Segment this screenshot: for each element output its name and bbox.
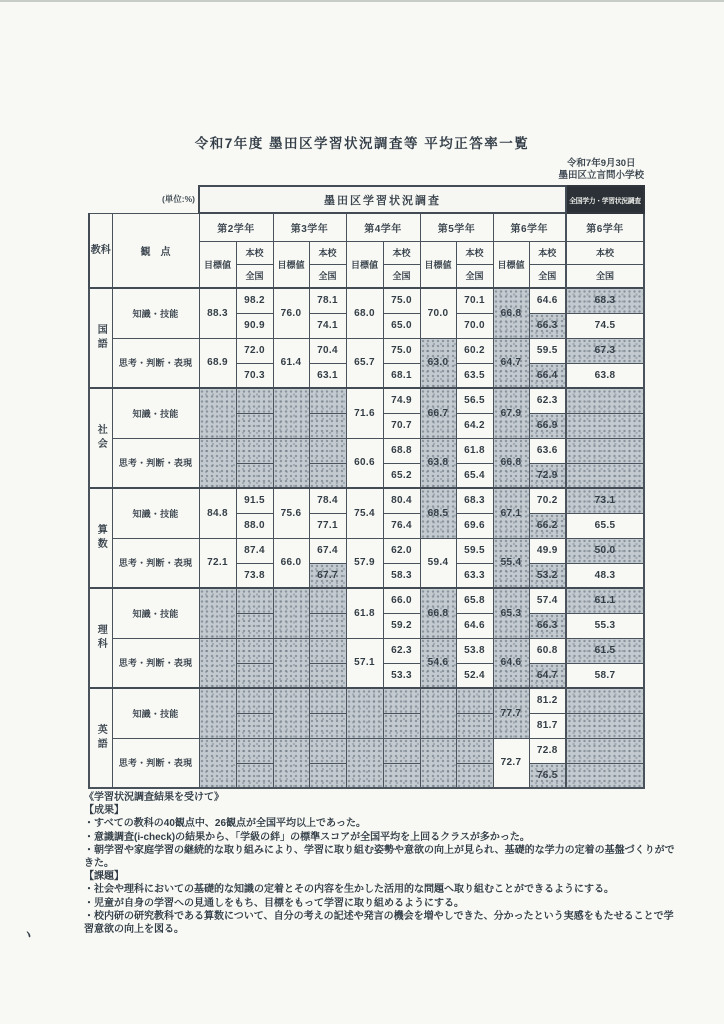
target-value [199,588,236,638]
national-value [236,463,273,488]
target-value: 64.6 [493,638,529,688]
school-value: 74.9 [383,388,420,413]
national-value: 70.0 [456,313,493,338]
school-value: 98.2 [236,288,273,313]
national-value: 70.3 [236,363,273,388]
viewpoint-label: 知識・技能 [112,288,199,338]
target-value [346,738,383,788]
national-value [309,763,346,788]
target-value [199,688,236,738]
notes-section [84,791,676,936]
school-value: 70.2 [529,488,566,513]
target-value: 76.0 [273,288,309,338]
target-value: 63.0 [420,338,456,388]
kadai-item: ・社会や理科においての基礎的な知識の定着とその内容を生かした活用的な問題へ取り組むことができるようにする。 [84,884,614,896]
national-value: 76.4 [383,513,420,538]
national-value: 65.4 [456,463,493,488]
national-value [309,413,346,438]
target-value: 68.9 [199,338,236,388]
national-value: 52.4 [456,663,493,688]
target-value [273,738,309,788]
nat-survey-national-value: 55.3 [566,613,644,638]
viewpoint-label: 知識・技能 [112,588,199,638]
target-value: 57.9 [346,538,383,588]
subject-name-text: 英語 [95,724,107,752]
nat-survey-school-value: 61.1 [566,588,644,613]
target-value: 66.8 [493,288,529,338]
school-value: 75.0 [383,338,420,363]
school-label: 本校 [529,241,566,264]
national-value: 67.7 [309,563,346,588]
school-value: 64.6 [529,288,566,313]
subject-name-text: 算数 [95,524,107,552]
nat-survey-school-value: 73.1 [566,488,644,513]
viewpoint-label: 思考・判断・表現 [112,738,199,788]
school-value: 59.5 [529,338,566,363]
school-value [456,738,493,763]
school-value [236,388,273,413]
subject-name [89,388,112,488]
school-value: 57.4 [529,588,566,613]
kadai-label: 【課題】 [84,871,124,883]
school-value [383,688,420,713]
national-value [236,763,273,788]
pen-mark: ヽ [20,925,37,944]
target-value: 72.1 [199,538,236,588]
subject-name-text: 社会 [95,424,107,452]
nat-survey-school-value [566,738,644,763]
seika-label: 【成果】 [84,805,124,817]
school-value [236,588,273,613]
viewpoint-label: 知識・技能 [112,388,199,438]
national-value [236,613,273,638]
subject-name-text: 国語 [95,324,107,352]
target-value: 68.5 [420,488,456,538]
nat-survey-national-value: 58.7 [566,663,644,688]
subject-column-header: 教科 [89,213,112,288]
viewpoint-label: 思考・判断・表現 [112,438,199,488]
target-label: 目標値 [199,241,236,288]
school-label: 本校 [236,241,273,264]
school-value: 72.0 [236,338,273,363]
notes-heading: 《学習状況調査結果を受けて》 [84,792,224,803]
national-value: 66.4 [529,363,566,388]
nat-survey-school-value [566,438,644,463]
school-value: 62.3 [529,388,566,413]
national-value [309,663,346,688]
national-value: 64.2 [456,413,493,438]
school-value: 78.4 [309,488,346,513]
national-avg-label: 全国 [529,264,566,288]
national-value: 69.6 [456,513,493,538]
target-value: 66.7 [420,388,456,438]
target-label: 目標値 [420,241,456,288]
national-value: 58.3 [383,563,420,588]
target-value: 61.8 [346,588,383,638]
national-value [236,413,273,438]
school-name: 墨田区立言問小学校 [558,170,644,182]
national-value: 53.2 [529,563,566,588]
school-value: 66.0 [383,588,420,613]
school-value [383,738,420,763]
report-date: 令和7年9月30日 [566,158,636,169]
target-value: 57.1 [346,638,383,688]
kadai-item: ・校内研の研究教科である算数について、自分の考えの記述や発言の機会を増やしできた、分かったという実感をもたせることで学習意欲の向上を図る。 [84,910,674,935]
school-value: 56.5 [456,388,493,413]
national-value: 65.2 [383,463,420,488]
school-value [456,688,493,713]
school-value: 49.9 [529,538,566,563]
school-value: 53.8 [456,638,493,663]
school-value: 81.2 [529,688,566,713]
target-value [273,638,309,688]
school-value [236,638,273,663]
target-value: 84.8 [199,488,236,538]
target-value [199,438,236,488]
school-value [309,688,346,713]
target-value [420,688,456,738]
grade-header-6: 第6学年 [493,213,566,241]
viewpoint-label: 思考・判断・表現 [112,538,199,588]
national-value: 81.7 [529,713,566,738]
school-value [309,438,346,463]
school-value: 62.0 [383,538,420,563]
target-value [273,588,309,638]
target-value [199,638,236,688]
national-value [309,613,346,638]
national-avg-label: 全国 [456,264,493,288]
school-label: 本校 [383,241,420,264]
target-value: 66.0 [273,538,309,588]
national-value [236,663,273,688]
national-value: 72.9 [529,463,566,488]
viewpoint-label: 知識・技能 [112,688,199,738]
national-value: 74.1 [309,313,346,338]
national-value: 53.3 [383,663,420,688]
national-value [309,713,346,738]
seika-item: ・すべての教科の40観点中、26観点が全国平均以上であった。 [84,818,366,830]
nat-survey-national-value: 48.3 [566,563,644,588]
target-value: 66.8 [493,438,529,488]
school-value: 60.8 [529,638,566,663]
national-school-label: 本校 [566,241,644,264]
school-value: 63.6 [529,438,566,463]
target-value: 77.7 [493,688,529,738]
national-value [383,713,420,738]
unit-label: (単位:%) [161,194,195,205]
national-value [236,713,273,738]
target-value: 61.4 [273,338,309,388]
school-value: 68.8 [383,438,420,463]
target-value [273,438,309,488]
school-value: 78.1 [309,288,346,313]
school-value: 87.4 [236,538,273,563]
school-value [236,438,273,463]
nat-survey-school-value: 61.5 [566,638,644,663]
national-value: 66.9 [529,413,566,438]
school-value: 80.4 [383,488,420,513]
nat-survey-national-value [566,413,644,438]
target-value: 55.4 [493,538,529,588]
subject-name [89,288,112,388]
target-value [199,388,236,438]
school-value: 59.5 [456,538,493,563]
nat-survey-school-value: 50.0 [566,538,644,563]
nat-survey-national-value [566,763,644,788]
national-avg-label: 全国 [236,264,273,288]
national-value: 70.7 [383,413,420,438]
target-label: 目標値 [493,241,529,288]
national-grade-header: 第6学年 [566,213,644,241]
grade-header-3: 第3学年 [273,213,346,241]
nat-survey-national-value: 74.5 [566,313,644,338]
seika-item: ・意識調査(i-check)の結果から、「学級の絆」の標準スコアが全国平均を上回るクラスが多かった。 [84,831,530,843]
national-value [456,713,493,738]
target-value [420,738,456,788]
subject-name [89,588,112,688]
viewpoint-label: 思考・判断・表現 [112,338,199,388]
national-value: 66.3 [529,313,566,338]
score-table [88,185,645,789]
nat-survey-national-value [566,463,644,488]
page-title: 令和7年度 墨田区学習状況調査等 平均正答率一覧 [194,136,530,151]
target-label: 目標値 [346,241,383,288]
school-label: 本校 [309,241,346,264]
school-value [309,638,346,663]
school-value: 67.4 [309,538,346,563]
school-value: 68.3 [456,488,493,513]
school-value [309,388,346,413]
target-value: 72.7 [493,738,529,788]
national-value [383,763,420,788]
target-value: 66.8 [420,588,456,638]
school-value: 75.0 [383,288,420,313]
target-value [199,738,236,788]
school-value: 70.4 [309,338,346,363]
subject-name [89,688,112,788]
target-value: 70.0 [420,288,456,338]
target-value: 75.4 [346,488,383,538]
subject-name-text: 理科 [95,624,107,652]
national-value: 63.5 [456,363,493,388]
nat-survey-school-value: 67.3 [566,338,644,363]
target-value: 75.6 [273,488,309,538]
national-value: 88.0 [236,513,273,538]
target-value: 60.6 [346,438,383,488]
survey-header: 墨田区学習状況調査 [199,186,566,213]
national-value: 66.3 [529,613,566,638]
viewpoint-label: 思考・判断・表現 [112,638,199,688]
grade-header-5: 第5学年 [420,213,493,241]
target-value: 88.3 [199,288,236,338]
national-value: 90.9 [236,313,273,338]
target-value: 59.4 [420,538,456,588]
national-value: 64.7 [529,663,566,688]
school-value [236,738,273,763]
target-value: 63.8 [420,438,456,488]
national-value: 63.3 [456,563,493,588]
school-value [236,688,273,713]
target-value: 65.3 [493,588,529,638]
viewpoint-label: 知識・技能 [112,488,199,538]
school-label: 本校 [456,241,493,264]
national-value: 68.1 [383,363,420,388]
school-value: 91.5 [236,488,273,513]
target-value [273,688,309,738]
school-value [309,738,346,763]
grade-header-2: 第2学年 [199,213,273,241]
target-value: 67.9 [493,388,529,438]
national-nat-label: 全国 [566,264,644,288]
target-value: 54.6 [420,638,456,688]
target-value: 71.6 [346,388,383,438]
national-value: 64.6 [456,613,493,638]
nat-survey-school-value: 68.3 [566,288,644,313]
national-value: 76.5 [529,763,566,788]
national-survey-header: 全国学力・学習状況調査 [566,186,644,213]
target-value [346,688,383,738]
subject-name [89,488,112,588]
nat-survey-national-value [566,713,644,738]
national-value [309,463,346,488]
national-value [456,763,493,788]
school-value: 65.8 [456,588,493,613]
viewpoint-column-header: 観点 [112,213,199,288]
school-value: 61.8 [456,438,493,463]
school-value: 70.1 [456,288,493,313]
seika-item: ・朝学習や家庭学習の継続的な取り組みにより、学習に取り組む姿勢や意欲の向上が見られ、基礎的な学力の定着の基盤づくりができた。 [84,844,675,869]
target-label: 目標値 [273,241,309,288]
national-avg-label: 全国 [309,264,346,288]
national-value: 77.1 [309,513,346,538]
national-value: 63.1 [309,363,346,388]
report-meta [558,158,644,183]
target-value [273,388,309,438]
school-value: 62.3 [383,638,420,663]
school-value [309,588,346,613]
target-value: 68.0 [346,288,383,338]
national-value: 73.8 [236,563,273,588]
kadai-item: ・児童が自身の学習への見通しをもち、目標をもって学習に取り組めるようにする。 [84,897,464,909]
national-value: 65.0 [383,313,420,338]
national-value: 66.2 [529,513,566,538]
nat-survey-school-value [566,388,644,413]
target-value: 64.7 [493,338,529,388]
nat-survey-national-value: 65.5 [566,513,644,538]
national-value: 59.2 [383,613,420,638]
national-avg-label: 全国 [383,264,420,288]
school-value: 72.8 [529,738,566,763]
nat-survey-national-value: 63.8 [566,363,644,388]
grade-header-4: 第4学年 [346,213,420,241]
nat-survey-school-value [566,688,644,713]
target-value: 67.1 [493,488,529,538]
target-value: 65.7 [346,338,383,388]
school-value: 60.2 [456,338,493,363]
